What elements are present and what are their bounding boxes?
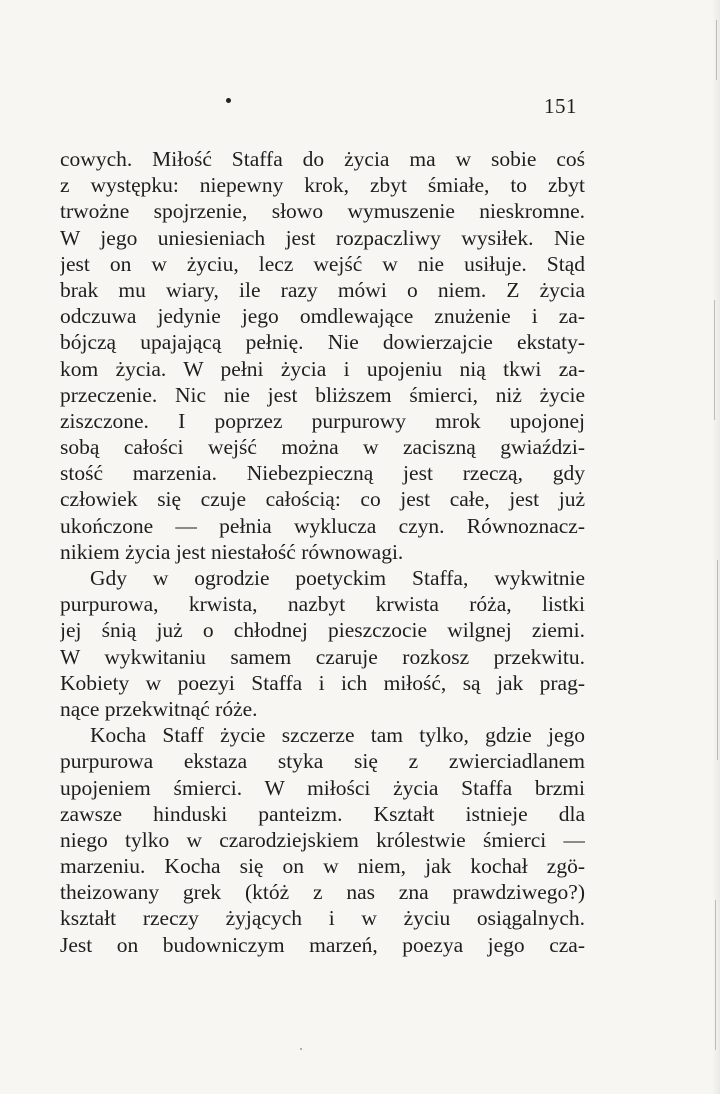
edge-mark: [717, 560, 718, 760]
text-line: upojeniem śmierci. W miłości życia Staffa brzmi: [60, 775, 585, 800]
text-line: kształt rzeczy żyjących i w życiu osiągalnych.: [60, 906, 585, 931]
text-line: cowych. Miłość Staffa do życia ma w sobie coś: [60, 147, 585, 171]
text-line: ukończone — pełnia wyklucza czyn. Równoznacz-: [60, 513, 585, 538]
text-line: przeczenie. Nic nie jest bliższem śmierci, niż życie: [60, 382, 585, 407]
page-edge-shadow: [712, 0, 720, 1094]
page-number: 151: [544, 94, 577, 118]
edge-mark: [716, 20, 717, 80]
edge-mark: [714, 300, 715, 420]
text-line: bójczą upajającą pełnię. Nie dowierzajcie ekstaty-: [60, 330, 585, 355]
body-text: [60, 146, 585, 958]
text-line: z występku: niepewny krok, zbyt śmiałe, to zbyt: [60, 173, 585, 198]
text-line: stość marzenia. Niebezpieczną jest rzeczą, gdy: [60, 461, 585, 486]
text-line: nikiem życia jest niestałość równowagi.: [60, 539, 404, 564]
text-line: jest on w życiu, lecz wejść w nie usiłuje. Stąd: [60, 251, 585, 276]
text-line: brak mu wiary, ile razy mówi o niem. Z życia: [60, 277, 585, 302]
text-line: theizowany grek (któż z nas zna prawdziwego?): [60, 880, 585, 905]
text-line: Jest on budowniczym marzeń, poezya jego cza-: [60, 932, 585, 957]
text-line: niego tylko w czarodziejskiem królestwie śmierci —: [60, 827, 585, 852]
text-line: trwożne spojrzenie, słowo wymuszenie nieskromne.: [60, 199, 585, 224]
text-line: zawsze hinduski panteizm. Kształt istnieje dla: [60, 801, 585, 826]
text-line: jej śnią już o chłodnej pieszczocie wilgnej ziemi.: [60, 618, 585, 643]
text-line: nące przekwitnąć róże.: [60, 696, 258, 721]
text-line: kom życia. W pełni życia i upojeniu nią tkwi za-: [60, 356, 585, 381]
text-line: marzeniu. Kocha się on w niem, jak kochał zgö-: [60, 854, 585, 879]
footer-dot-mark: [300, 1048, 302, 1050]
edge-mark: [715, 900, 716, 1050]
text-line: ziszczone. I poprzez purpurowy mrok upojonej: [60, 408, 585, 433]
text-line: purpurowa, krwista, nazbyt krwista róża, listki: [60, 592, 585, 617]
header-dot-mark: [226, 98, 231, 103]
text-line: człowiek się czuje całością: co jest całe, jest już: [60, 487, 585, 512]
text-line: Kobiety w poezyi Staffa i ich miłość, są jak prag-: [60, 670, 585, 695]
text-line: W wykwitaniu samem czaruje rozkosz przekwitu.: [60, 644, 585, 669]
text-line: Gdy w ogrodzie poetyckim Staffa, wykwitnie: [90, 566, 585, 590]
text-line: odczuwa jedynie jego omdlewające znużenie i za-: [60, 304, 585, 329]
text-line: sobą całości wejść można w zaciszną gwiaździ-: [60, 435, 585, 460]
text-line: Kocha Staff życie szczerze tam tylko, gdzie jego: [90, 723, 585, 748]
text-line: purpurowa ekstaza styka się z zwierciadlanem: [60, 749, 585, 774]
text-line: W jego uniesieniach jest rozpaczliwy wysiłek. Nie: [60, 225, 585, 250]
